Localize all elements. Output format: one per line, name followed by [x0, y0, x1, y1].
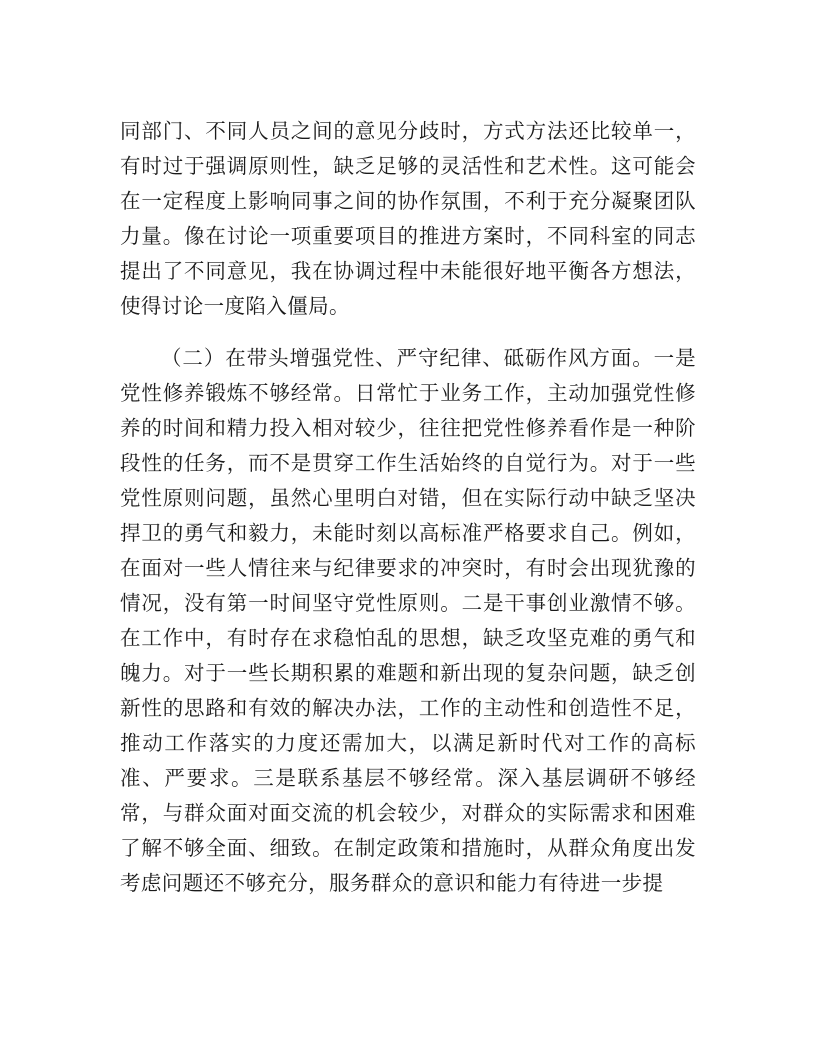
document-body — [120, 114, 696, 918]
paragraph-section-two: （二）在带头增强党性、严守纪律、砥砺作风方面。一是党性修养锻炼不够经常。日常忙于业务工作，主动加强党性修养的时间和精力投入相对较少，往往把党性修养看作是一种阶段性的任务，而不是贯穿工作生活始终的自觉行为。对于一些党性原则问题，虽然心里明白对错，但在实际行动中缺乏坚决捍卫的勇气和毅力，未能时刻以高标准严格要求自己。例如，在面对一些人情往来与纪律要求的冲突时，有时会出现犹豫的情况，没有第一时间坚守党性原则。二是干事创业激情不够。在工作中，有时存在求稳怕乱的思想，缺乏攻坚克难的勇气和魄力。对于一些长期积累的难题和新出现的复杂问题，缺乏创新性的思路和有效的解决办法，工作的主动性和创造性不足，推动工作落实的力度还需加大，以满足新时代对工作的高标准、严要求。三是联系基层不够经常。深入基层调研不够经常，与群众面对面交流的机会较少，对群众的实际需求和困难了解不够全面、细致。在制定政策和措施时，从群众角度出发考虑问题还不够充分，服务群众的意识和能力有待进一步提 — [120, 346, 696, 895]
paragraph-continued: 同部门、不同人员之间的意见分歧时，方式方法还比较单一，有时过于强调原则性，缺乏足够的灵活性和艺术性。这可能会在一定程度上影响同事之间的协作氛围，不利于充分凝聚团队力量。像在讨论一项重要项目的推进方案时，不同科室的同志提出了不同意见，我在协调过程中未能很好地平衡各方想法，使得讨论一度陷入僵局。 — [120, 119, 696, 318]
